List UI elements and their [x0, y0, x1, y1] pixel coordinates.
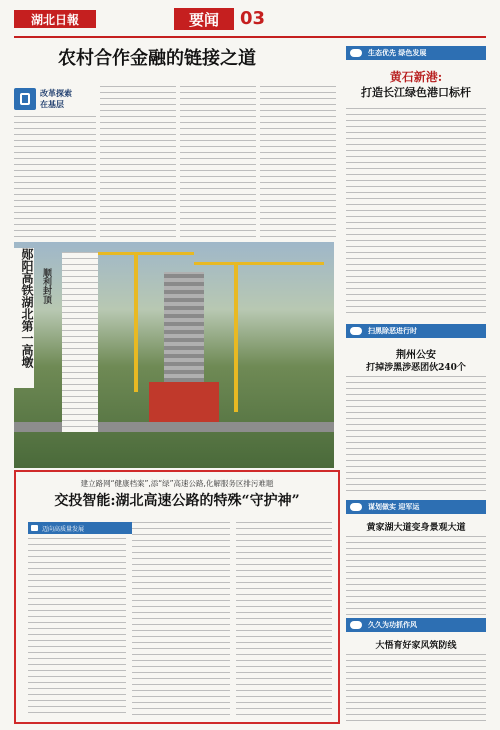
- reform-label-line2: 在基层: [40, 100, 64, 109]
- story1-body: [346, 108, 486, 316]
- crane-left: [134, 252, 138, 392]
- reform-label-line1: 改革探索: [40, 89, 72, 98]
- tab-ecology-label: 生态优先 绿色发展: [368, 49, 427, 57]
- photo-vertical-title: 郧阳高铁湖北第一高墩: [12, 248, 34, 388]
- bottom-kicker: 建立路网“健康档案”,添“绿”高速公路,化解服务区排污难题: [80, 479, 274, 488]
- flag-icon: [350, 621, 362, 629]
- document-icon: [14, 88, 36, 110]
- crane-right-arm: [194, 262, 324, 265]
- reform-label: [14, 86, 104, 112]
- story3-body: [346, 536, 486, 616]
- story2-headline-line2[interactable]: 打掉涉黑涉恶团伙240个: [366, 363, 466, 373]
- tab-anti-gang[interactable]: [346, 324, 486, 338]
- masthead: [14, 6, 484, 34]
- top-body-col4: [260, 86, 336, 240]
- bottom-body-col2: [132, 522, 230, 718]
- story2-body: [346, 376, 486, 496]
- section-label: 要闻: [174, 8, 234, 30]
- section-bar: [28, 522, 132, 534]
- story2-headline-line1[interactable]: 荆州公安: [396, 350, 436, 361]
- tab-work-style-label: 久久为功抓作风: [368, 621, 417, 629]
- top-headline[interactable]: 农村合作金融的链接之道: [58, 48, 256, 69]
- photo-caption: [62, 252, 98, 432]
- tab-ecology[interactable]: [346, 46, 486, 60]
- masthead-rule: [14, 36, 486, 38]
- leaf-icon: [350, 49, 362, 57]
- bottom-body-col3: [236, 522, 332, 718]
- flag-icon: [350, 327, 362, 335]
- page-number: 03: [240, 8, 266, 29]
- tab-anti-gang-label: 扫黑除恶进行时: [368, 327, 417, 335]
- story3-headline[interactable]: 黄家湖大道变身景观大道: [366, 523, 466, 533]
- section-bar-label: 迈向高质量发展: [42, 525, 85, 533]
- story1-headline-line2[interactable]: 打造长江绿色港口标杆: [361, 86, 471, 99]
- tab-work-style[interactable]: [346, 618, 486, 632]
- flag-icon: [31, 525, 38, 531]
- photo-vertical-subtitle: 顺利封顶: [41, 268, 51, 304]
- bottom-headline[interactable]: 交投智能:湖北高速公路的特殊“守护神”: [54, 493, 300, 509]
- paper-name: 湖北日報: [14, 10, 96, 28]
- crane-right: [234, 262, 238, 412]
- top-body-col2: [100, 86, 176, 240]
- bottom-body-col1: [28, 538, 126, 718]
- top-body-col3: [180, 86, 256, 240]
- flag-icon: [350, 503, 362, 511]
- bottom-story-box: [14, 470, 340, 724]
- story1-headline-line1[interactable]: 黄石新港:: [389, 70, 443, 84]
- tab-military-games-label: 谋划做实 迎军运: [368, 503, 420, 511]
- top-body-col1: [14, 116, 96, 240]
- tab-military-games[interactable]: [346, 500, 486, 514]
- story4-headline[interactable]: 大悟育好家风筑防线: [375, 641, 457, 651]
- story4-body: [346, 654, 486, 724]
